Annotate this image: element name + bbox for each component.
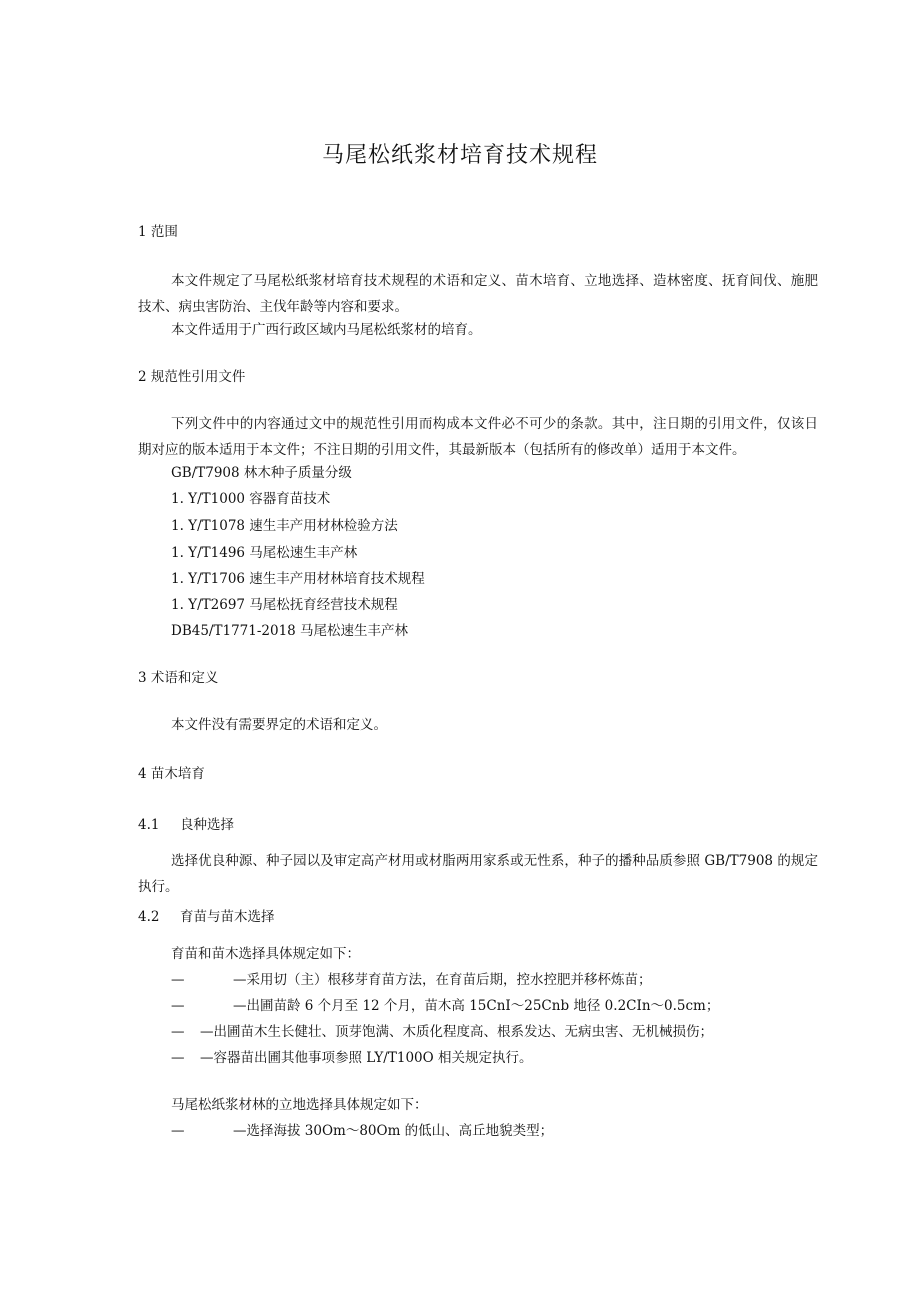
list-dash: — (171, 998, 185, 1014)
list-dash: — (171, 972, 185, 988)
list-item: —出圃苗木生长健壮、顶芽饱满、木质化程度高、根系发达、无病虫害、无机械损伤； (200, 1024, 713, 1040)
list-item: —出圃苗龄 6 个月至 12 个月，苗木高 15CnI～25Cnb 地径 0.2CIn～0.5cm； (233, 998, 720, 1014)
section-4-heading: 4 苗木培育 (138, 766, 205, 782)
reference-item: 1. Y/T1078 速生丰产用材林检验方法 (171, 518, 398, 534)
subsection-4-2-heading (138, 907, 275, 927)
section-2-paragraph-1: 下列文件中的内容通过文中的规范性引用而构成本文件必不可少的条款。其中，注日期的引用文件，仅该日期对应的版本适用于本文件；不注日期的引用文件，其最新版本（包括所有的修改单）适用于本文件。 (138, 416, 818, 458)
subsection-number: 4.2 (138, 909, 160, 925)
list-dash: — (171, 1123, 185, 1139)
subsection-4-2-intro: 育苗和苗木选择具体规定如下： (171, 946, 360, 962)
reference-item: DB45/T1771-2018 马尾松速生丰产林 (171, 623, 409, 639)
section-1-paragraph-2: 本文件适用于广西行政区域内马尾松纸浆材的培育。 (171, 322, 482, 338)
document-title: 马尾松纸浆材培育技术规程 (321, 143, 598, 168)
section-2-heading: 2 规范性引用文件 (138, 369, 246, 385)
section-1-paragraph-1: 本文件规定了马尾松纸浆材培育技术规程的术语和定义、苗木培育、立地选择、造林密度、抚育间伐、施肥技术、病虫害防治、主伐年龄等内容和要求。 (138, 273, 818, 315)
list-item: —容器苗出圃其他事项参照 LY/T100O 相关规定执行。 (200, 1050, 533, 1066)
section-3-paragraph-1: 本文件没有需要界定的术语和定义。 (171, 717, 387, 733)
site-selection-intro: 马尾松纸浆材林的立地选择具体规定如下： (171, 1097, 428, 1113)
reference-item: 1. Y/T2697 马尾松抚育经营技术规程 (171, 597, 398, 613)
subsection-title: 育苗与苗木选择 (180, 909, 275, 925)
reference-item: GB/T7908 林木种子质量分级 (171, 465, 352, 481)
list-item: —采用切（主）根移芽育苗方法，在育苗后期，控水控肥并移杯炼苗； (233, 972, 652, 988)
reference-item: 1. Y/T1496 马尾松速生丰产林 (171, 545, 358, 561)
reference-item: 1. Y/T1706 速生丰产用材林培育技术规程 (171, 571, 425, 587)
reference-item: 1. Y/T1000 容器育苗技术 (171, 491, 331, 507)
subsection-title: 良种选择 (180, 817, 234, 833)
subsection-4-1-paragraph: 选择优良种源、种子园以及审定高产材用或材脂两用家系或无性系，种子的播种品质参照 GB/T7908 的规定执行。 (138, 853, 818, 895)
list-dash: — (171, 1024, 185, 1040)
list-item: —选择海拔 30Om～80Om 的低山、高丘地貌类型； (233, 1123, 554, 1139)
subsection-4-1-heading (138, 815, 234, 835)
section-1-heading: 1 范围 (138, 224, 178, 240)
list-dash: — (171, 1050, 185, 1066)
subsection-number: 4.1 (138, 817, 160, 833)
section-3-heading: 3 术语和定义 (138, 670, 219, 686)
